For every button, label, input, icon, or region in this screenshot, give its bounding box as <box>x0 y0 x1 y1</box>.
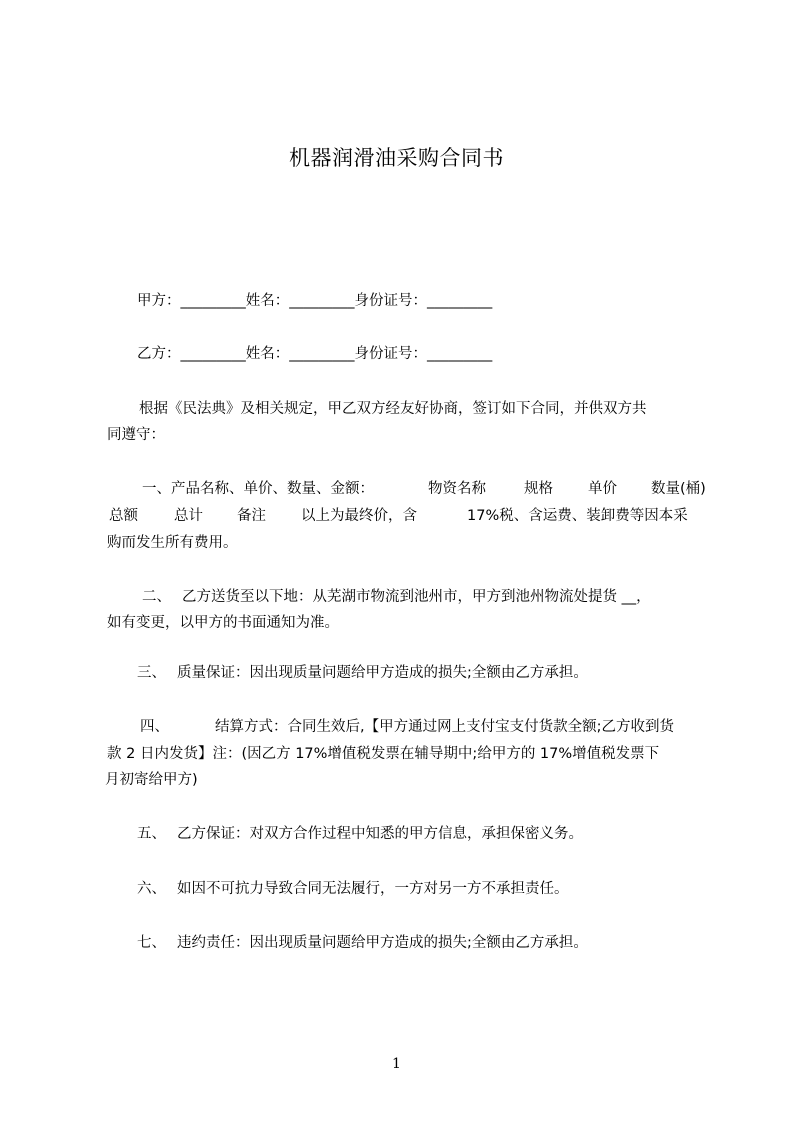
clause-1-column-6: 总计 <box>174 508 203 524</box>
clause-1-column-4: 数量(桶) <box>651 481 706 497</box>
clause-4-line2: 款 2 日内发货】注：(因乙方 17%增值税发票在辅导期中;给甲方的 17%增值税发票下 <box>107 746 660 762</box>
clause-2-line1: 乙方送货至以下地：从芜湖市物流到池州市，甲方到池州物流处提货 __， <box>182 589 651 605</box>
clause-1-label: 一、产品名称、单价、数量、金额： <box>142 481 374 497</box>
clause-4-label: 四、 <box>140 719 169 735</box>
clause-1-line2-tail: 17%税、含运费、装卸费等因本采 <box>467 508 688 524</box>
clause-4-line3: 月初寄给甲方) <box>105 772 198 788</box>
clause-7-label: 七、 <box>137 935 166 951</box>
page-number: 1 <box>392 1056 401 1072</box>
clause-1-line2-text: 以上为最终价，含 <box>301 508 417 524</box>
clause-5-label: 五、 <box>137 826 166 842</box>
clause-7-text: 违约责任：因出现质量问题给甲方造成的损失;全额由乙方承担。 <box>177 935 588 951</box>
clause-1-column-3: 单价 <box>588 481 617 497</box>
clause-4-line1: 结算方式：合同生效后,【甲方通过网上支付宝支付货款全额;乙方收到货 <box>215 719 674 735</box>
intro-line-2: 同遵守： <box>107 427 165 443</box>
clause-1-column-2: 规格 <box>524 481 553 497</box>
clause-6-text: 如因不可抗力导致合同无法履行，一方对另一方不承担责任。 <box>177 881 569 897</box>
party-a-line: 甲方：_________姓名：_________身份证号：_________ <box>137 293 493 309</box>
clause-2-line2: 如有变更，以甲方的书面通知为准。 <box>107 615 339 631</box>
intro-line-1: 根据《民法典》及相关规定，甲乙双方经友好协商，签订如下合同，并供双方共 <box>139 401 647 417</box>
clause-3-label: 三、 <box>137 665 166 681</box>
clause-6-label: 六、 <box>137 881 166 897</box>
clause-1-column-1: 物资名称 <box>428 481 486 497</box>
document-title: 机器润滑油采购合同书 <box>289 146 504 170</box>
party-b-line: 乙方：_________姓名：_________身份证号：_________ <box>137 346 493 362</box>
clause-2-label: 二、 <box>142 589 171 605</box>
clause-1-column-5: 总额 <box>109 508 138 524</box>
clause-5-text: 乙方保证：对双方合作过程中知悉的甲方信息，承担保密义务。 <box>177 826 583 842</box>
clause-1-column-7: 备注 <box>237 508 266 524</box>
clause-1-line3: 购而发生所有费用。 <box>107 535 238 551</box>
clause-3-text: 质量保证：因出现质量问题给甲方造成的损失;全额由乙方承担。 <box>177 665 588 681</box>
